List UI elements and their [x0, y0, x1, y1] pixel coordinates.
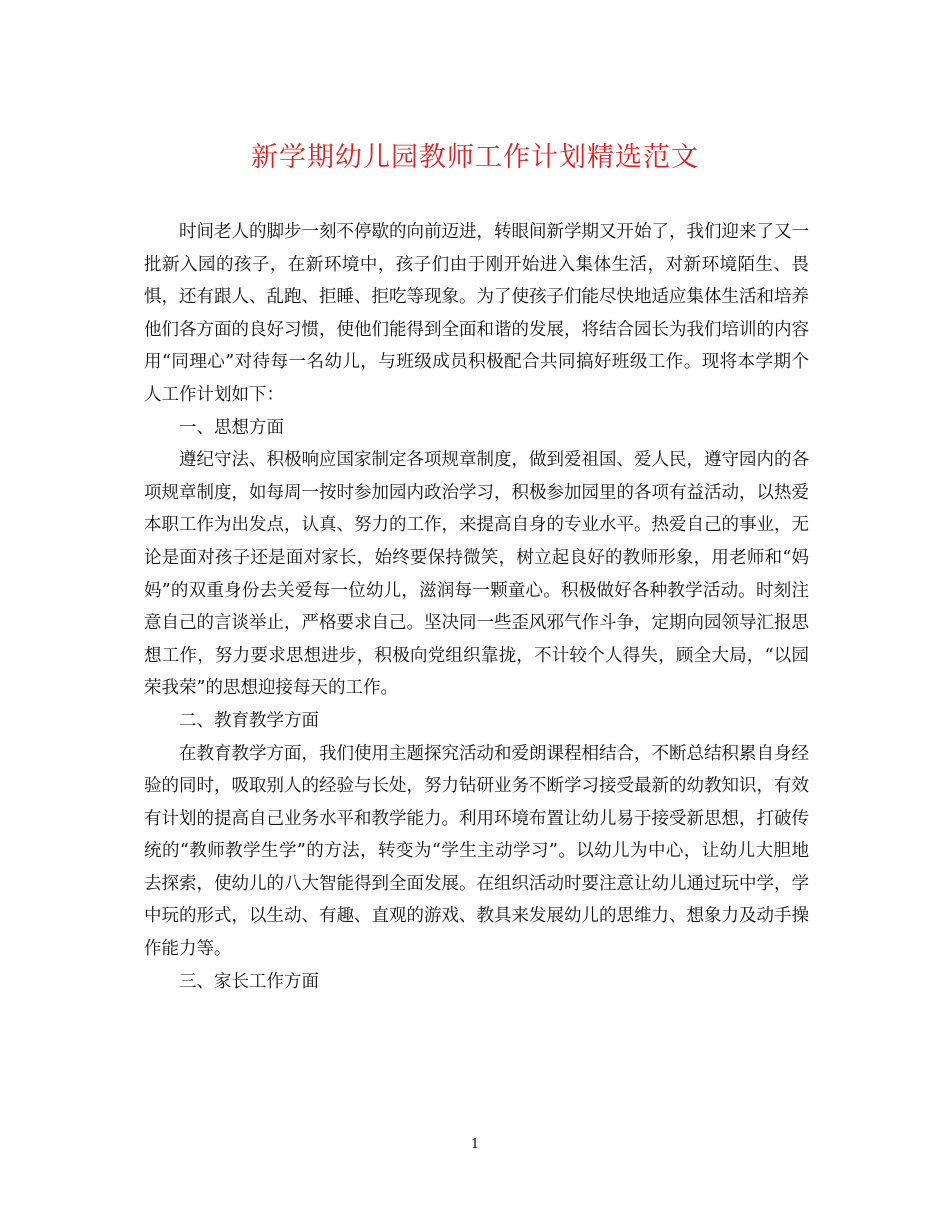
paragraph-intro: 时间老人的脚步一刻不停歇的向前迈进，转眼间新学期又开始了，我们迎来了又一批新入园的孩子，在新环境中，孩子们由于刚开始进入集体生活，对新环境陌生、畏惧，还有跟人、乱跑、拒睡、拒吃等现象。为了使孩子们能尽快地适应集体生活和培养他们各方面的良好习惯，使他们能得到全面和谐的发展，将结合园长为我们培训的内容用“同理心”对待每一名幼儿，与班级成员积极配合共同搞好班级工作。现将本学期个人工作计划如下：: [144, 222, 809, 405]
section-heading-teaching: 二、教育教学方面: [179, 710, 319, 731]
paragraph-teaching: 在教育教学方面，我们使用主题探究活动和爱朗课程相结合，不断总结积累自身经验的同时，吸取别人的经验与长处，努力钻研业务不断学习接受最新的幼教知识，有效有计划的提高自己业务水平和教学能力。利用环境布置让幼儿易于接受新思想，打破传统的“教师教学生学”的方法，转变为“学生主动学习”。以幼儿为中心，让幼儿大胆地去探索，使幼儿的八大智能得到全面发展。在组织活动时要注意让幼儿通过玩中学，学中玩的形式，以生动、有趣、直观的游戏、教具来发展幼儿的思维力、想象力及动手操作能力等。: [144, 743, 809, 960]
section-heading-thought: 一、思想方面: [179, 417, 284, 438]
paragraph-thought: 遵纪守法、积极响应国家制定各项规章制度，做到爱祖国、爱人民，遵守园内的各项规章制度，如每周一按时参加园内政治学习，积极参加园里的各项有益活动，以热爱本职工作为出发点，认真、努力的工作，来提高自身的专业水平。热爱自己的事业，无论是面对孩子还是面对家长，始终要保持微笑，树立起良好的教师形象，用老师和“妈妈”的双重身份去关爱每一位幼儿，滋润每一颗童心。积极做好各种教学活动。时刻注意自己的言谈举止，严格要求自己。坚决同一些歪风邪气作斗争，定期向园领导汇报思想工作，努力要求思想进步，积极向党组织靠拢，不计较个人得失，顾全大局，“以园荣我荣”的思想迎接每天的工作。: [144, 450, 809, 699]
page-number: 1: [470, 1137, 480, 1152]
document-title: 新学期幼儿园教师工作计划精选范文: [251, 142, 699, 173]
document-body: [144, 216, 809, 998]
section-heading-parents: 三、家长工作方面: [179, 971, 319, 992]
